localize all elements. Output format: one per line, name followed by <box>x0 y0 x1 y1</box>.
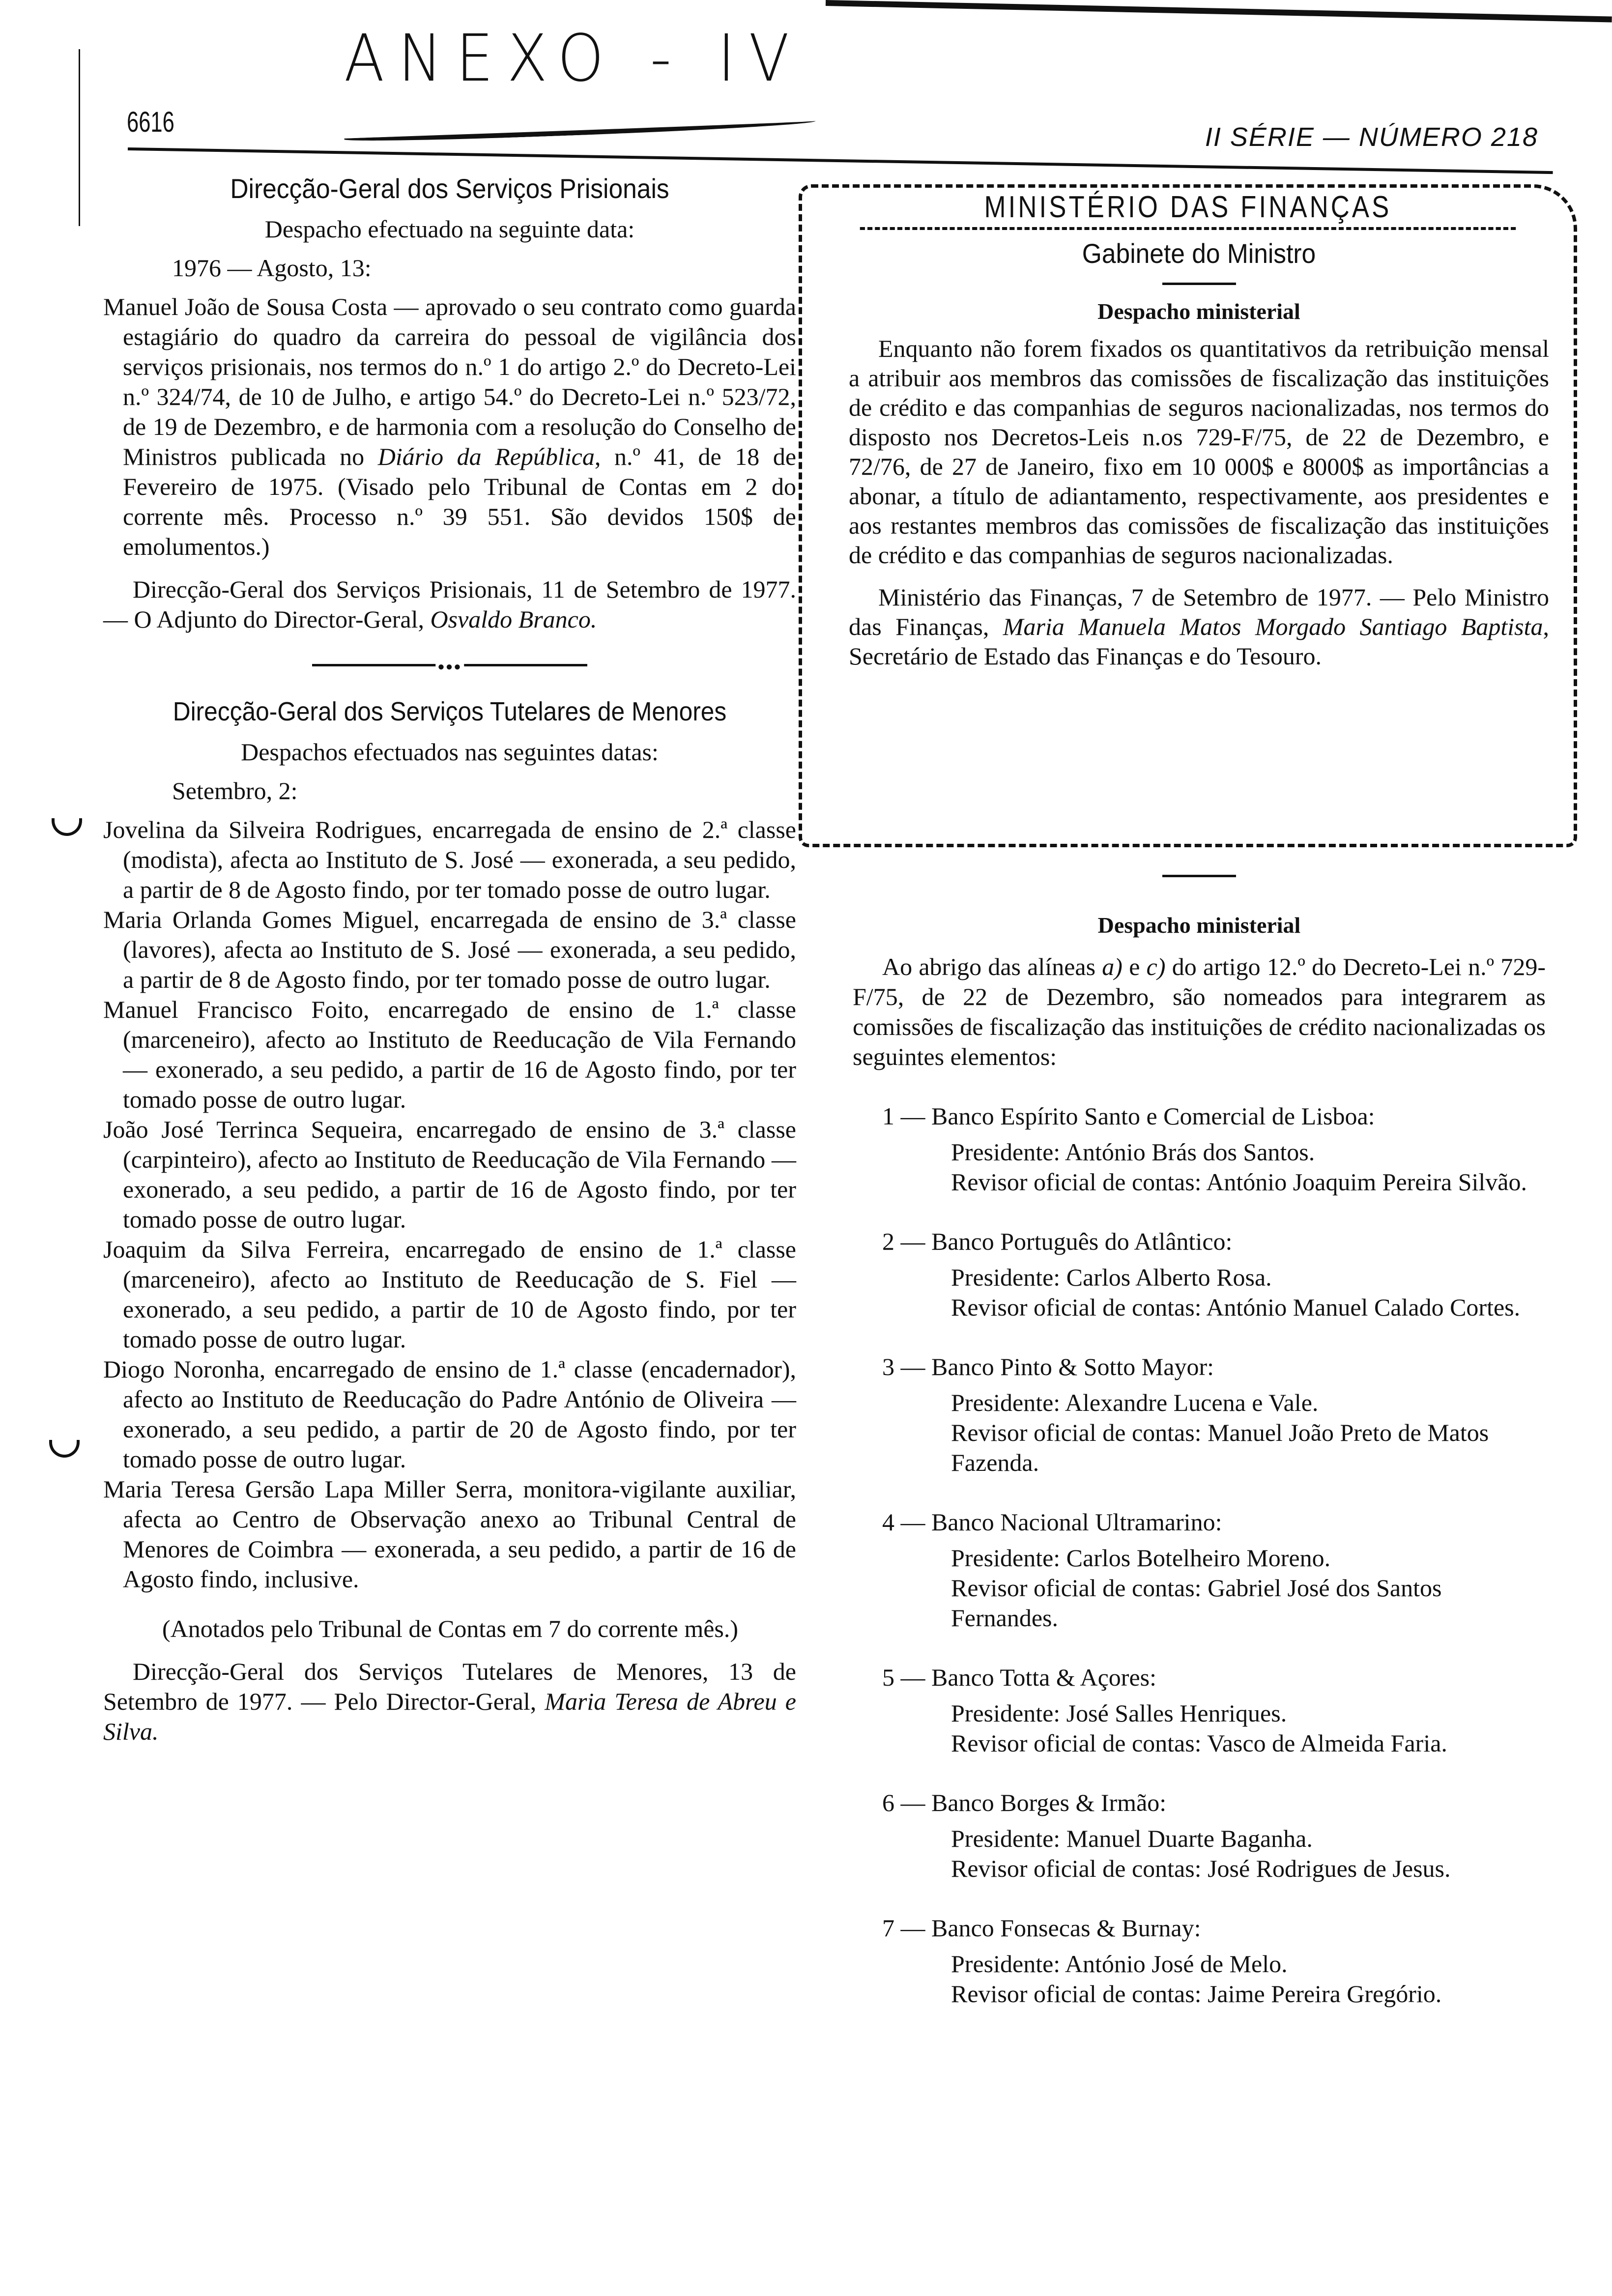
signoff: Direcção-Geral dos Serviços Prisionais, 11 de Setembro de 1977. — O Adjunto do Director-Geral, Osvaldo Branco. <box>103 575 796 633</box>
rule <box>1162 283 1236 285</box>
page-number: 6616 <box>127 106 174 138</box>
section-divider <box>312 660 587 674</box>
bank-auditor: Revisor oficial de contas: António Manuel Calado Cortes. <box>951 1293 1521 1321</box>
signoff: Ministério das Finanças, 7 de Setembro de 1977. — Pelo Ministro das Finanças, Maria Manuela Matos Morgado Santiago Baptista, Secretário de Estado das Finanças e do Tesouro. <box>849 583 1549 670</box>
dispatch-date: 1976 — Agosto, 13: <box>172 254 372 282</box>
check-mark-icon <box>49 1440 80 1458</box>
bank-item <box>853 1507 1546 1633</box>
bank-auditor: Revisor oficial de contas: Vasco de Almeida Faria. <box>951 1729 1447 1757</box>
bank-auditor: Revisor oficial de contas: Manuel João Preto de Matos Fazenda. <box>951 1419 1489 1477</box>
bank-name: 7 — Banco Fonsecas & Burnay: <box>882 1914 1201 1942</box>
bank-president: Presidente: António José de Melo. <box>951 1950 1288 1978</box>
bank-item <box>853 1227 1546 1322</box>
rule <box>1162 875 1236 877</box>
signatory: Osvaldo Branco. <box>430 605 597 633</box>
despacho-heading: Despacho ministerial <box>1097 299 1300 324</box>
right-column <box>853 875 1546 2009</box>
bank-item <box>853 1663 1546 1758</box>
signatory: Maria Manuela Matos Morgado Santiago Baptista <box>1003 613 1543 641</box>
bank-name: 1 — Banco Espírito Santo e Comercial de Lisboa: <box>882 1102 1375 1130</box>
section-heading: Direcção-Geral dos Serviços Tutelares de Menores <box>173 697 727 727</box>
series-number: II SÉRIE — NÚMERO 218 <box>1205 122 1538 152</box>
annotation-note: (Anotados pelo Tribunal de Contas em 7 do corrente mês.) <box>162 1615 739 1643</box>
bank-item <box>853 1788 1546 1884</box>
dispatch-entry: Maria Teresa Gersão Lapa Miller Serra, monitora-vigilante auxiliar, afecta ao Centro de Observação anexo ao Tribunal Central de Menores de Coimbra — exonerada, a seu pedido, a partir de 16 de Agosto findo, inclusive. <box>103 1475 796 1593</box>
dispatch-entry: João José Terrinca Sequeira, encarregado de ensino de 3.ª classe (carpinteiro), afecto ao Instituto de Reeducação de Vila Fernando — exonerado, a seu pedido, a partir de 16 de Agosto findo, por ter tomado posse de outro lugar. <box>103 1116 796 1234</box>
section-prisionais <box>103 172 796 634</box>
check-mark-icon <box>52 818 82 836</box>
section-subheading: Despacho efectuado na seguinte data: <box>264 215 635 243</box>
despacho-intro: Ao abrigo das alíneas a) e c) do artigo 12.º do Decreto-Lei n.º 729-F/75, de 22 de Dezembro, são nomeados para integrarem as comissões de fiscalização das instituições de crédito nacionalizadas os seguintes elementos: <box>853 953 1546 1071</box>
margin-mark <box>79 49 80 226</box>
ministry-title: MINISTÉRIO DAS FINANÇAS <box>860 188 1516 230</box>
handwritten-underline <box>344 117 816 143</box>
bank-president: Presidente: Carlos Alberto Rosa. <box>951 1263 1272 1292</box>
ministry-body <box>849 237 1549 671</box>
dispatch-entry: Maria Orlanda Gomes Miguel, encarregada de ensino de 3.ª classe (lavores), afecta ao Instituto de S. José — exonerada, a seu pedido, a partir de 8 de Agosto findo, por ter tomado posse de outro lugar. <box>103 906 796 994</box>
section-tutelares <box>103 696 796 1747</box>
bank-president: Presidente: António Brás dos Santos. <box>951 1138 1315 1166</box>
bank-item <box>853 1352 1546 1478</box>
bank-item <box>853 1101 1546 1197</box>
bank-list <box>853 1101 1546 2009</box>
signatory: Maria Teresa de Abreu e Silva. <box>103 1688 796 1746</box>
dispatch-entry: Jovelina da Silveira Rodrigues, encarregada de ensino de 2.ª classe (modista), afecta ao Instituto de S. José — exonerada, a seu pedido, a partir de 8 de Agosto findo, por ter tomado posse de outro lugar. <box>103 816 796 904</box>
bank-president: Presidente: Manuel Duarte Baganha. <box>951 1825 1313 1853</box>
despacho-heading: Despacho ministerial <box>1097 913 1301 938</box>
bank-name: 5 — Banco Totta & Açores: <box>882 1664 1156 1692</box>
bank-president: Presidente: Alexandre Lucena e Vale. <box>951 1389 1319 1417</box>
divider-ornament-icon: ●●● <box>435 660 464 674</box>
scan-edge <box>826 0 1612 23</box>
signoff: Direcção-Geral dos Serviços Tutelares de Menores, 13 de Setembro de 1977. — Pelo Director-Geral, Maria Teresa de Abreu e Silva. <box>103 1658 796 1746</box>
dispatch-date: Setembro, 2: <box>172 777 298 805</box>
dispatch-entry: Manuel Francisco Foito, encarregado de ensino de 1.ª classe (marceneiro), afecto ao Instituto de Reeducação de Vila Fernando — exonerado, a seu pedido, a partir de 16 de Agosto findo, por ter tomado posse de outro lugar. <box>103 996 796 1114</box>
bank-name: 4 — Banco Nacional Ultramarino: <box>882 1508 1222 1536</box>
left-column <box>103 172 796 1747</box>
bank-auditor: Revisor oficial de contas: José Rodrigues de Jesus. <box>951 1855 1451 1883</box>
bank-auditor: Revisor oficial de contas: Gabriel José dos Santos Fernandes. <box>951 1574 1442 1632</box>
bank-name: 3 — Banco Pinto & Sotto Mayor: <box>882 1353 1214 1381</box>
dispatch-entry: Manuel João de Sousa Costa — aprovado o seu contrato como guarda estagiário do quadro da carreira do pessoal de vigilância dos serviços prisionais, nos termos do n.º 1 do artigo 2.º do Decreto-Lei n.º 324/74, de 10 de Julho, e artigo 54.º do Decreto-Lei n.º 523/72, de 19 de Dezembro, e de harmonia com a resolução do Conselho de Ministros publicada no Diário da República, n.º 41, de 18 de Fevereiro de 1975. (Visado pelo Tribunal de Contas em 2 do corrente mês. Processo n.º 39 551. São devidos 150$ de emolumentos.) <box>103 293 797 561</box>
bank-item <box>853 1913 1546 2009</box>
bank-name: 6 — Banco Borges & Irmão: <box>882 1789 1167 1817</box>
dispatch-entry: Diogo Noronha, encarregado de ensino de 1.ª classe (encadernador), afecto ao Instituto de Reeducação do Padre António de Oliveira — exonerado, a seu pedido, a partir de 20 de Agosto findo, por ter tomado posse de outro lugar. <box>103 1355 796 1473</box>
despacho-text: Enquanto não forem fixados os quantitativos da retribuição mensal a atribuir aos membros das comissões de fiscalização das instituições de crédito e das companhias de seguros nacionalizadas, nos termos do disposto nos Decretos-Leis n.os 729-F/75, de 22 de Dezembro, e 72/76, de 27 de Janeiro, fixo em 10 000$ e 8000$ as importâncias a abonar, a título de adiantamento, respectivamente, aos presidentes e aos restantes membros das comissões de fiscalização das instituições de crédito e das companhias de seguros nacionalizadas. <box>849 335 1549 569</box>
ministry-subtitle: Gabinete do Ministro <box>1082 238 1316 269</box>
section-heading: Direcção-Geral dos Serviços Prisionais <box>230 173 669 204</box>
dispatch-entry: Joaquim da Silva Ferreira, encarregado de ensino de 1.ª classe (marceneiro), afecto ao Instituto de Reeducação de S. Fiel — exonerado, a seu pedido, a partir de 10 de Agosto findo, por ter tomado posse de outro lugar. <box>103 1235 796 1353</box>
bank-name: 2 — Banco Português do Atlântico: <box>882 1228 1233 1256</box>
bank-president: Presidente: José Salles Henriques. <box>951 1699 1287 1727</box>
handwritten-annotation: ANEXO - IV <box>344 21 803 96</box>
ministry-box <box>799 184 1577 847</box>
bank-auditor: Revisor oficial de contas: António Joaquim Pereira Silvão. <box>951 1168 1527 1196</box>
bank-president: Presidente: Carlos Botelheiro Moreno. <box>951 1544 1331 1572</box>
bank-auditor: Revisor oficial de contas: Jaime Pereira Gregório. <box>951 1980 1442 2008</box>
section-subheading: Despachos efectuados nas seguintes datas: <box>241 738 659 766</box>
